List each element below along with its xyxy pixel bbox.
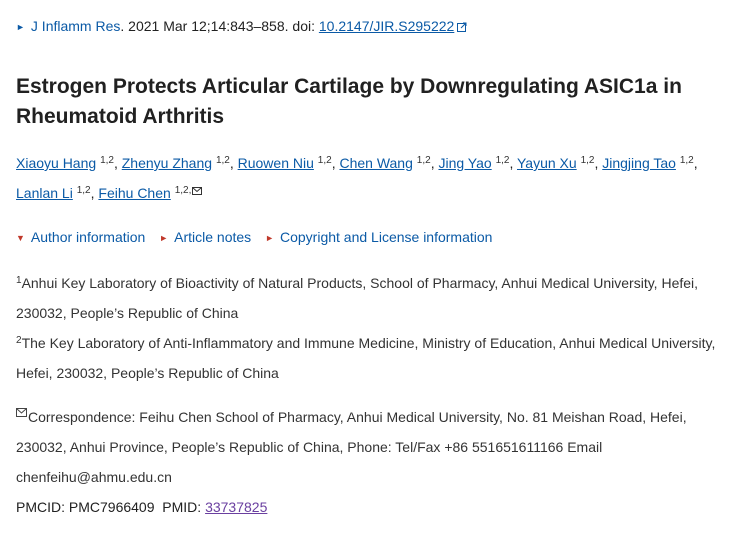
author-link[interactable]: Lanlan Li	[16, 185, 73, 201]
author-affiliation-marker: 1,2,	[174, 185, 192, 196]
affiliations	[16, 268, 728, 388]
author-affiliation-marker: 1,2	[317, 155, 332, 166]
author-affiliation-marker: 1,2	[580, 155, 595, 166]
author-link[interactable]: Yayun Xu	[517, 155, 577, 171]
author-link[interactable]: Feihu Chen	[98, 185, 171, 201]
pmcid: PMCID: PMC7966409	[16, 499, 155, 515]
author-link[interactable]: Jing Yao	[438, 155, 492, 171]
author-link[interactable]: Jingjing Tao	[602, 155, 676, 171]
external-link-icon[interactable]	[457, 22, 467, 32]
envelope-icon[interactable]	[192, 187, 202, 195]
expand-triangle-icon[interactable]: ►	[16, 22, 25, 32]
article-title: Estrogen Protects Articular Cartilage by Downregulating ASIC1a in Rheumatoid Arthritis	[16, 75, 682, 128]
doi-link[interactable]: 10.2147/JIR.S295222	[318, 18, 455, 34]
author-separator: ,	[90, 185, 99, 201]
correspondence-text: Correspondence: Feihu Chen School of Pharmacy, Anhui Medical University, No. 81 Meishan Road, Hefei, 230032, Anhui Province, People’s Republic of China, Phone: Tel/Fax +86 551651611166 Email chenfeihu@ahmu.edu.cn	[16, 409, 687, 485]
correspondence	[16, 402, 728, 492]
journal-link[interactable]: J Inflamm Res	[30, 18, 121, 34]
affiliation-2: $^2$The Key Laboratory of Anti-Inflammatory and Immune Medicine, Ministry of Education, Anhui Medical University, Hefei, 230032, People’s Republic of China	[16, 335, 716, 381]
pmid-label: PMID:	[162, 499, 206, 515]
author-affiliation-marker: 1,2	[215, 155, 230, 166]
author-separator: ,	[509, 155, 517, 171]
author-separator: ,	[113, 155, 122, 171]
author-link[interactable]: Ruowen Niu	[237, 155, 314, 171]
author-information-toggle[interactable]: ▼ Author information	[16, 226, 145, 250]
author-separator: ,	[229, 155, 238, 171]
author-separator: ,	[693, 155, 698, 171]
citation-line	[16, 16, 467, 38]
envelope-icon	[16, 408, 27, 417]
expand-triangle-icon: ►	[265, 233, 274, 243]
article-notes-toggle[interactable]: ► Article notes	[159, 226, 251, 250]
author-separator: ,	[430, 155, 439, 171]
affiliation-1: $^1$Anhui Key Laboratory of Bioactivity of Natural Products, School of Pharmacy, Anhui Medical University, Hefei, 230032, People’s Republic of China	[16, 275, 699, 321]
author-link[interactable]: Zhenyu Zhang	[121, 155, 213, 171]
author-separator: ,	[331, 155, 340, 171]
citation-details: . 2021 Mar 12;14:843–858. doi:	[120, 18, 319, 34]
collapse-triangle-icon: ▼	[16, 233, 25, 243]
author-affiliation-marker: 1,2	[679, 155, 694, 166]
info-toggles	[16, 226, 502, 250]
author-affiliation-marker: 1,2	[100, 155, 114, 166]
pmid-link[interactable]: 33737825	[205, 499, 268, 515]
author-list	[16, 148, 728, 208]
author-affiliation-marker: 1,2	[76, 185, 91, 196]
author-separator: ,	[594, 155, 603, 171]
copyright-license-toggle[interactable]: ► Copyright and License information	[265, 226, 492, 250]
author-link[interactable]: Chen Wang	[339, 155, 413, 171]
author-affiliation-marker: 1,2	[416, 155, 431, 166]
author-link[interactable]: Xiaoyu Hang	[16, 155, 97, 171]
article-ids	[16, 494, 267, 520]
author-affiliation-marker: 1,2	[495, 155, 510, 166]
expand-triangle-icon: ►	[159, 233, 169, 243]
